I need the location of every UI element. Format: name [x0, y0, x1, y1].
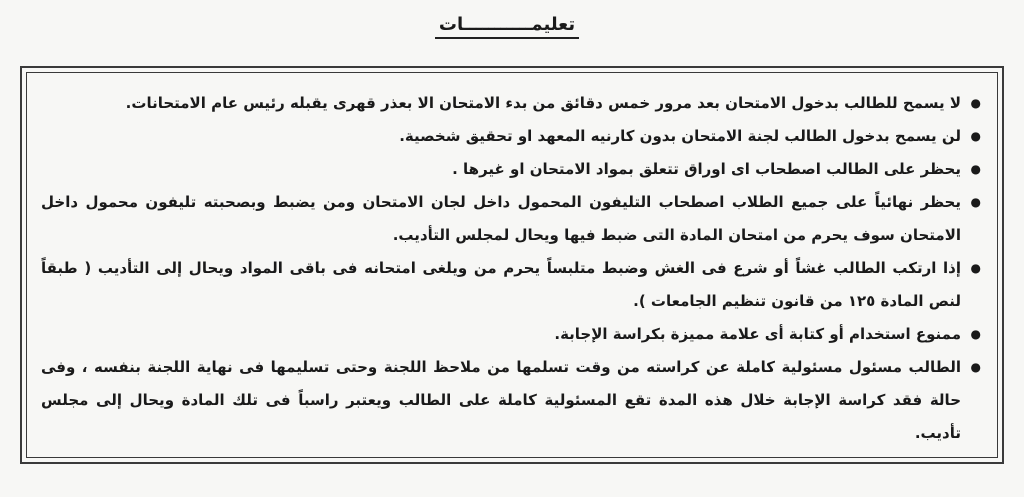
instruction-text: لا يسمح للطالب بدخول الامتحان بعد مرور خمس دقائق من بدء الامتحان الا بعذر قهرى يقبله رئيس عام الامتحانات. — [125, 94, 961, 112]
bullet-icon: ● — [970, 96, 981, 110]
header — [0, 14, 1024, 39]
instruction-item — [41, 120, 983, 153]
bullet-icon: ● — [970, 129, 981, 143]
instruction-item — [41, 252, 983, 318]
instruction-text: ممنوع استخدام أو كتابة أى علامة مميزة بكراسة الإجابة. — [554, 325, 961, 343]
instruction-text: الطالب مسئول مسئولية كاملة عن كراسته من وقت تسلمها من ملاحظ اللجنة وحتى تسليمها فى نهاية اللجنة بنفسه ، وفى حالة فقد كراسة الإجابة خلال هذه المدة تقع المسئولية كاملة على الطالب ويعتبر راسباً فى تلك المادة ويحال إلى مجلس تأديب. — [41, 358, 961, 442]
bullet-icon: ● — [970, 360, 981, 374]
bullet-icon: ● — [970, 327, 981, 341]
bullet-icon: ● — [970, 261, 981, 275]
instructions-list — [41, 87, 983, 450]
bullet-icon: ● — [970, 195, 981, 209]
instruction-item — [41, 351, 983, 450]
instruction-item — [41, 87, 983, 120]
instruction-text: لن يسمح بدخول الطالب لجنة الامتحان بدون كارنيه المعهد او تحقيق شخصية. — [399, 127, 961, 145]
instruction-text: يحظر على الطالب اصطحاب اى اوراق تتعلق بمواد الامتحان او غيرها . — [452, 160, 961, 178]
instruction-text: إذا ارتكب الطالب غشاً أو شرع فى الغش وضبط متلبساً يحرم من ويلغى امتحانه فى باقى المواد ويحال إلى التأديب ( طبقاً لنص المادة ١٢٥ من قانون تنظيم الجامعات ). — [41, 259, 961, 310]
instruction-text: يحظر نهائياً على جميع الطلاب اصطحاب التليفون المحمول داخل لجان الامتحان ومن يضبط وبصحبته تليفون محمول داخل الامتحان سوف يحرم من امتحان المادة التى ضبط فيها ويحال لمجلس التأديب. — [41, 193, 961, 244]
instruction-item — [41, 153, 983, 186]
instructions-frame — [20, 66, 1004, 464]
instructions-inner-frame — [26, 72, 998, 458]
instruction-item — [41, 186, 983, 252]
instruction-item — [41, 318, 983, 351]
bullet-icon: ● — [970, 162, 981, 176]
page-title: تعليمـــــــــــات — [435, 14, 579, 39]
